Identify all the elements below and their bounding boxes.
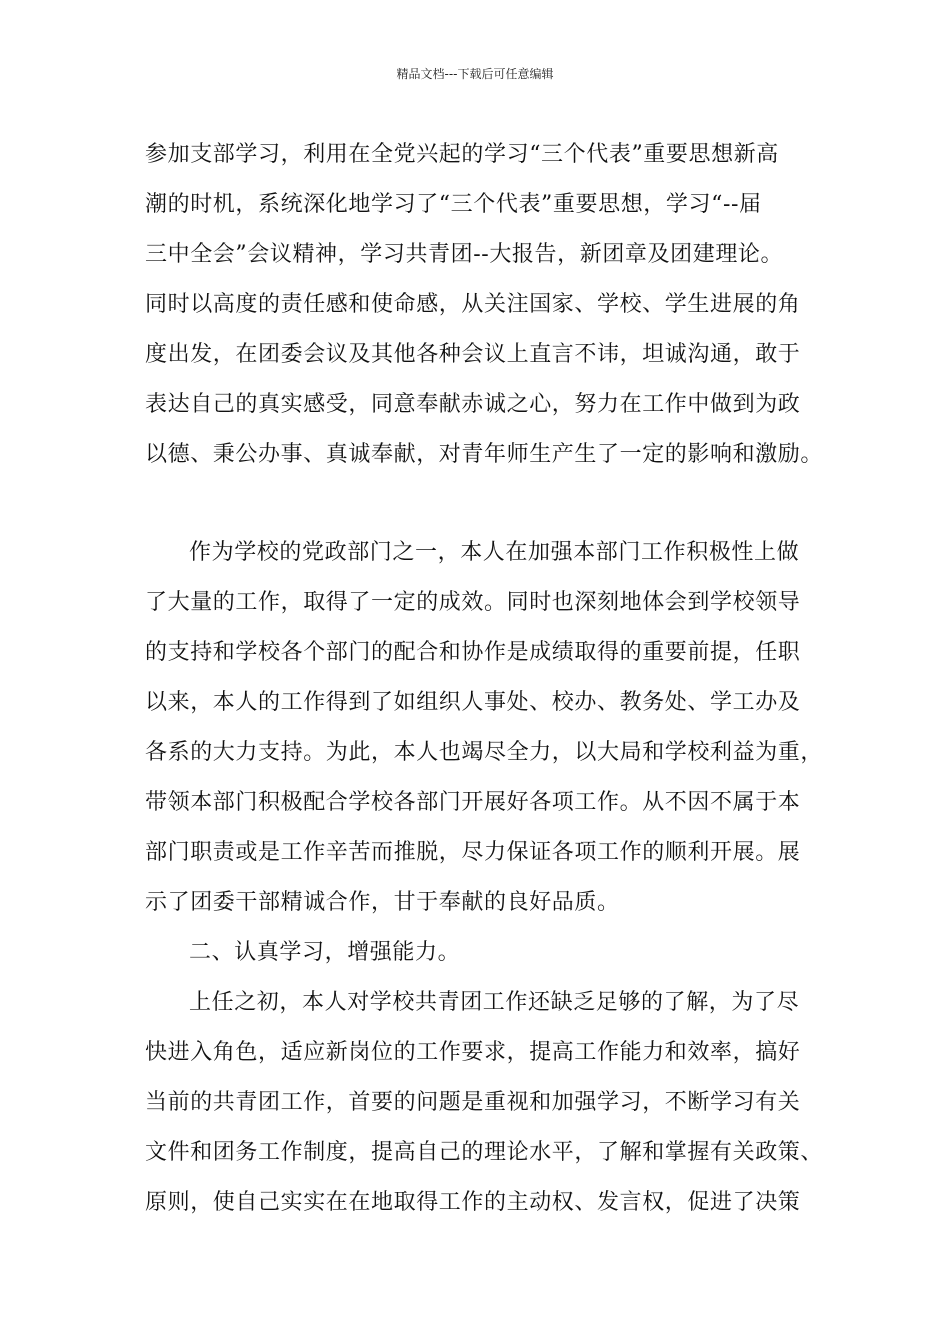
paragraph-2 [145,528,824,928]
paragraph-3 [145,978,824,1228]
text-line: 当前的共青团工作，首要的问题是重视和加强学习，不断学习有关 [145,1090,801,1115]
text-line: 潮的时机，系统深化地学习了“三个代表”重要思想，学习“--届 [145,192,762,217]
page-header: 精品文档---下载后可任意编辑 [396,67,554,81]
text-line: 度出发，在团委会议及其他各种会议上直言不讳，坦诚沟通，敢于 [145,342,801,367]
text-line: 的支持和学校各个部门的配合和协作是成绩取得的重要前提，任职 [145,640,801,665]
text-line: 各系的大力支持。为此，本人也竭尽全力，以大局和学校利益为重， [145,740,824,765]
text-line: 快进入角色，适应新岗位的工作要求，提高工作能力和效率，搞好 [145,1040,801,1065]
text-line: 同时以高度的责任感和使命感，从关注国家、学校、学生进展的角 [145,292,801,317]
document-body [145,130,824,1228]
text-line: 带领本部门积极配合学校各部门开展好各项工作。从不因不属于本 [145,790,801,815]
text-line: 以德、秉公办事、真诚奉献，对青年师生产生了一定的影响和激励。 [145,442,824,467]
text-line: 示了团委干部精诚合作，甘于奉献的良好品质。 [145,890,620,915]
text-line: 表达自己的真实感受，同意奉献赤诚之心，努力在工作中做到为政 [145,392,801,417]
text-line: 参加支部学习，利用在全党兴起的学习“三个代表”重要思想新高 [145,142,779,167]
text-line: 上任之初，本人对学校共青团工作还缺乏足够的了解，为了尽 [189,990,800,1015]
text-line: 以来，本人的工作得到了如组织人事处、校办、教务处、学工办及 [145,690,801,715]
text-line: 作为学校的党政部门之一，本人在加强本部门工作积极性上做 [189,540,800,565]
text-line: 三中全会”会议精神，学习共青团--大报告，新团章及团建理论。 [145,242,784,267]
text-line: 原则，使自己实实在在地取得工作的主动权、发言权，促进了决策 [145,1190,801,1215]
paragraph-1 [145,130,824,480]
text-line: 部门职责或是工作辛苦而推脱，尽力保证各项工作的顺利开展。展 [145,840,801,865]
paragraph-gap [145,480,817,528]
text-line: 文件和团务工作制度，提高自己的理论水平，了解和掌握有关政策、 [145,1140,824,1165]
section-heading: 二、认真学习，增强能力。 [189,940,461,965]
text-line: 了大量的工作，取得了一定的成效。同时也深刻地体会到学校领导 [145,590,801,615]
